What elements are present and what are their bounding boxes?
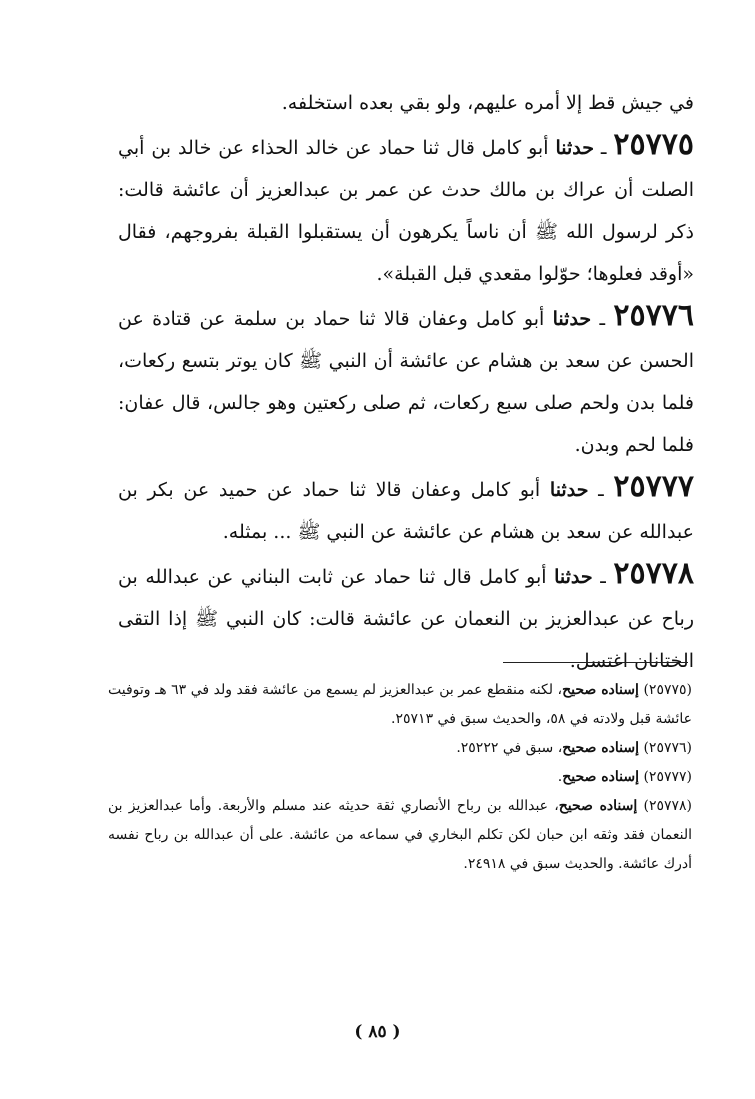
hadith-text: أبو كامل قال ثنا حماد عن ثابت البناني عن عبدالله بن رباح عن عبدالعزيز بن النعمان عن عائشة قالت: كان النبي ﷺ إذا التقى الختانان اغتسل. xyxy=(118,566,694,672)
footnote-25777 xyxy=(108,763,692,792)
intro-line: في جيش قط إلا أمره عليهم، ولو بقي بعده استخلفه. xyxy=(281,92,694,114)
hadith-dash: ـ xyxy=(593,137,614,159)
footnote-label: إسناده صحيح xyxy=(562,682,639,698)
footnote-25778 xyxy=(108,792,692,879)
footnote-text: ، سبق في ٢٥٢٢٢. xyxy=(456,740,563,756)
footnote-text: ، لكنه منقطع عمر بن عبدالعزيز لم يسمع من عائشة فقد ولد في ٦٣ هـ وتوفيت عائشة قبل ولادته في ٥٨، والحديث سبق في ٢٥٧١٣. xyxy=(108,682,692,727)
hadith-dash: ـ xyxy=(592,566,614,588)
footnote-ref: (٢٥٧٧٥) xyxy=(643,682,692,698)
hadith-keyword: حدثنا xyxy=(549,479,589,501)
footnote-25775 xyxy=(108,676,692,734)
footnote-text: . xyxy=(557,769,563,785)
hadith-25776 xyxy=(118,295,694,466)
hadith-dash: ـ xyxy=(591,308,614,330)
hadith-text: أبو كامل وعفان قالا ثنا حماد عن حميد عن بكر بن عبدالله عن سعد بن هشام عن عائشة عن النبي ﷺ ... بمثله. xyxy=(118,479,694,543)
footnote-ref: (٢٥٧٧٦) xyxy=(643,740,692,756)
footnote-label: إسناده صحيح xyxy=(558,798,638,814)
footnote-text: ، عبدالله بن رباح الأنصاري ثقة حديثه عند مسلم والأربعة. وأما عبدالعزيز بن النعمان فقد وثقه ابن حبان لكن تكلم البخاري في سماعه من عائشة. على أن عبدالله بن رباح نفسه أدرك عائشة. والحديث سبق في ٢٤٩١٨. xyxy=(108,798,692,872)
hadith-number: ٢٥٧٧٨ xyxy=(613,556,694,591)
page-number: ( ٨٥ ) xyxy=(354,1022,401,1042)
hadith-keyword: حدثنا xyxy=(554,566,593,588)
footnote-ref: (٢٥٧٧٨) xyxy=(643,798,693,814)
hadith-dash: ـ xyxy=(588,479,614,501)
hadith-number: ٢٥٧٧٧ xyxy=(613,469,694,504)
hadith-keyword: حدثنا xyxy=(555,137,594,159)
footnote-label: إسناده صحيح xyxy=(562,740,639,756)
hadith-number: ٢٥٧٧٥ xyxy=(613,127,694,162)
hadith-25775 xyxy=(118,124,694,295)
main-text xyxy=(118,82,694,682)
hadith-text: أبو كامل قال ثنا حماد عن خالد الحذاء عن خالد بن أبي الصلت أن عراك بن مالك حدث عن عمر بن عبدالعزيز أن عائشة قالت: ذكر لرسول الله ﷺ أن ناساً يكرهون أن يستقبلوا القبلة بفروجهم، فقال «أوقد فعلوها؛ حوّلوا مقعدي قبل القبلة». xyxy=(118,137,694,285)
hadith-number: ٢٥٧٧٦ xyxy=(613,298,694,333)
footnote-label: إسناده صحيح xyxy=(562,769,639,785)
footnotes xyxy=(108,676,692,879)
footnote-25776 xyxy=(108,734,692,763)
hadith-25777 xyxy=(118,466,694,553)
hadith-keyword: حدثنا xyxy=(552,308,592,330)
footnote-ref: (٢٥٧٧٧) xyxy=(643,769,692,785)
footnote-separator xyxy=(503,662,688,663)
hadith-text: أبو كامل وعفان قالا ثنا حماد بن سلمة عن قتادة عن الحسن عن سعد بن هشام عن عائشة أن النبي ﷺ كان يوتر بتسع ركعات، فلما بدن ولحم صلى سبع ركعات، ثم صلى ركعتين وهو جالس، قال عفان: فلما لحم وبدن. xyxy=(118,308,694,456)
